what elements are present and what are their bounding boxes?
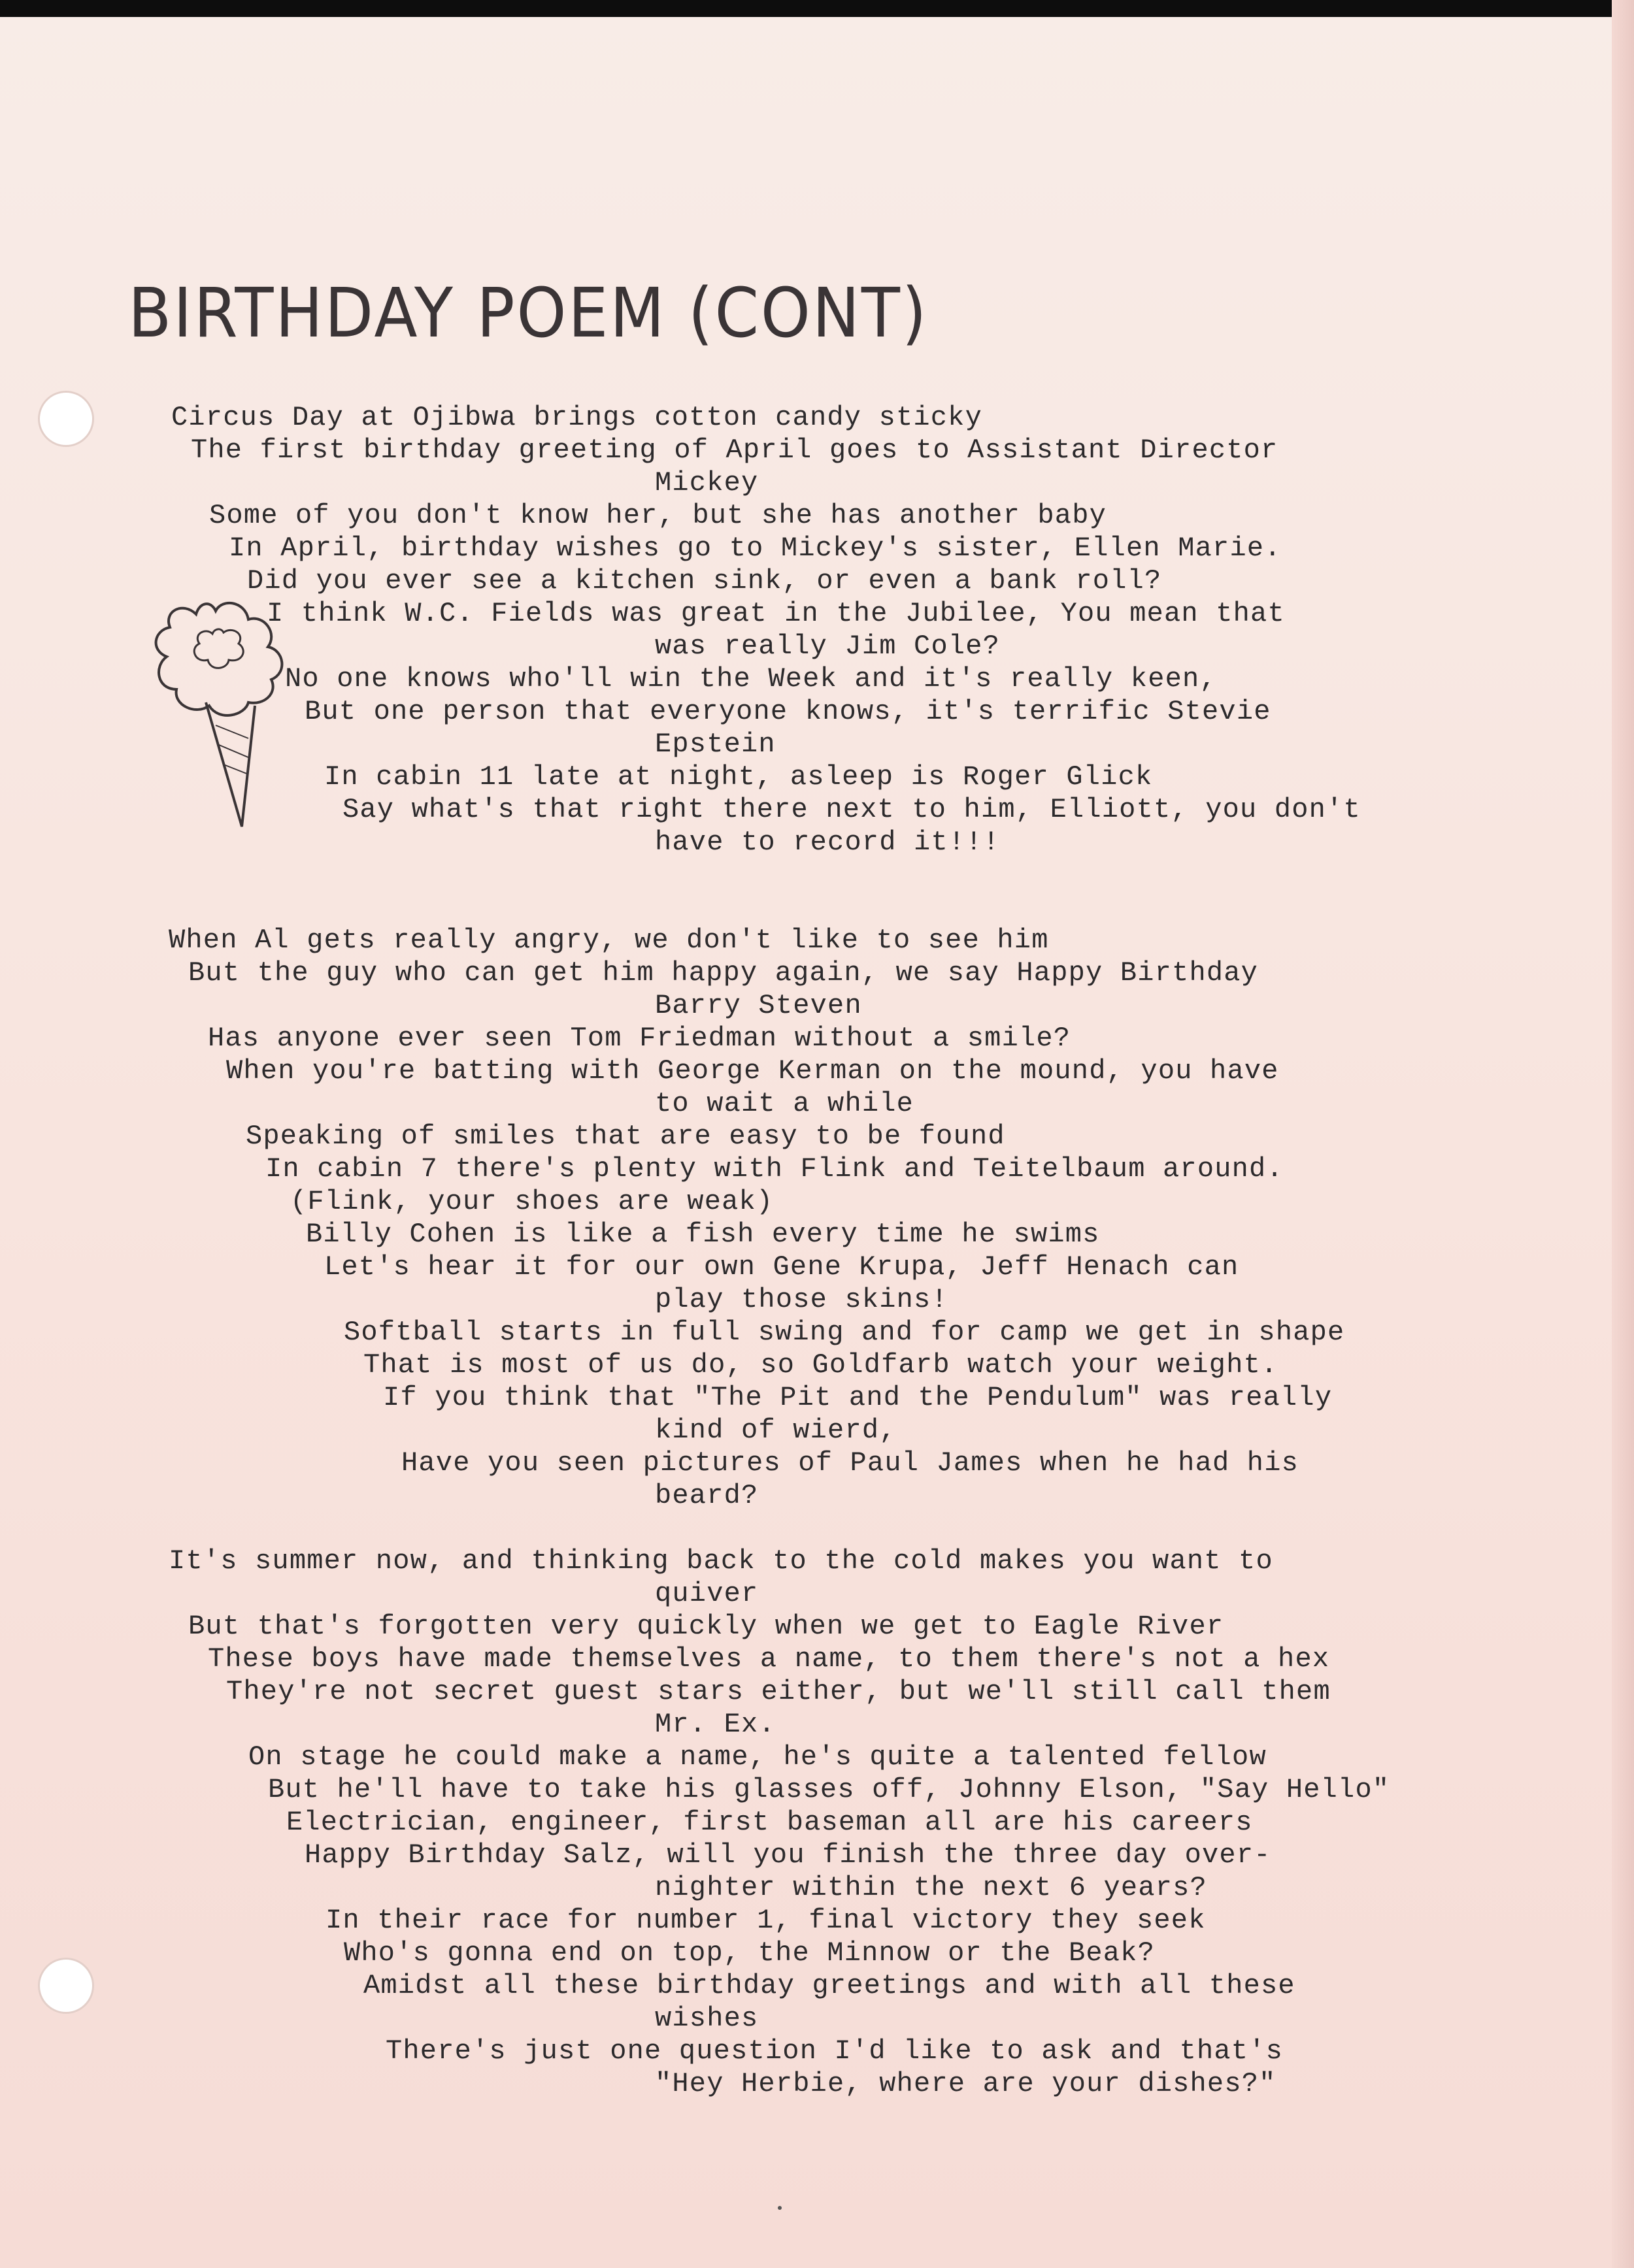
poem-line: Circus Day at Ojibwa brings cotton candy sticky [171,402,982,433]
scan-top-edge [0,0,1634,17]
poem-line: Mickey [655,467,759,499]
poem-line: kind of wierd, [655,1415,897,1446]
poem-line: In cabin 7 there's plenty with Flink and Teitelbaum around. [265,1153,1284,1185]
punch-hole-bottom [38,1958,94,2014]
poem-line: On stage he could make a name, he's quite a talented fellow [248,1741,1267,1773]
poem-line: play those skins! [655,1284,948,1315]
poem-line: to wait a while [655,1088,914,1119]
poem-line: I think W.C. Fields was great in the Jubilee, You mean that [267,598,1285,629]
poem-line: Has anyone ever seen Tom Friedman without a smile? [208,1023,1071,1054]
poem-line: Epstein [655,729,776,760]
poem-line: Some of you don't know her, but she has another baby [209,500,1107,531]
poem-line: (Flink, your shoes are weak) [290,1186,774,1217]
poem-line: That is most of us do, so Goldfarb watch your weight. [363,1349,1278,1381]
scan-right-edge [1612,0,1634,2268]
poem-line: Did you ever see a kitchen sink, or even a bank roll? [247,565,1162,597]
poem-line: Say what's that right there next to him, Elliott, you don't [342,794,1361,825]
poem-line: nighter within the next 6 years? [655,1872,1207,1903]
poem-line: wishes [655,2003,759,2034]
poem-line: Softball starts in full swing and for camp we get in shape [344,1317,1345,1348]
poem-line: When Al gets really angry, we don't like to see him [169,925,1049,956]
poem-line: Billy Cohen is like a fish every time he swims [306,1219,1100,1250]
poem-line: quiver [655,1578,759,1609]
poem-line: They're not secret guest stars either, but we'll still call them [226,1676,1331,1707]
poem-line: These boys have made themselves a name, to them there's not a hex [208,1643,1330,1675]
poem-line: Who's gonna end on top, the Minnow or the Beak? [344,1937,1155,1969]
poem-line: Electrician, engineer, first baseman all are his careers [286,1807,1253,1838]
poem-line: Have you seen pictures of Paul James when he had his [401,1447,1299,1479]
poem-line: If you think that "The Pit and the Pendulum" was really [383,1382,1333,1413]
paper-speck [778,2206,782,2210]
poem-line: have to record it!!! [655,827,1001,858]
poem-line: But one person that everyone knows, it's terrific Stevie [305,696,1271,727]
poem-line: When you're batting with George Kerman on the mound, you have [226,1055,1279,1087]
poem-line: In their race for number 1, final victory they seek [325,1905,1206,1936]
punch-hole-top [38,391,94,447]
poem-line: In April, birthday wishes go to Mickey's sister, Ellen Marie. [229,533,1282,564]
poem-line: Speaking of smiles that are easy to be found [246,1121,1005,1152]
poem-line: Let's hear it for our own Gene Krupa, Jeff Henach can [324,1251,1239,1283]
poem-line: But he'll have to take his glasses off, Johnny Elson, "Say Hello" [268,1774,1390,1805]
poem-line: It's summer now, and thinking back to the cold makes you want to [169,1545,1273,1577]
poem-line: Barry Steven [655,990,862,1021]
poem-line: beard? [655,1480,759,1511]
poem-line: The first birthday greeting of April goes to Assistant Director [191,435,1278,466]
poem-line: Happy Birthday Salz, will you finish the three day over- [305,1839,1271,1871]
poem-line: No one knows who'll win the Week and it's really keen, [285,663,1217,695]
poem-line: "Hey Herbie, where are your dishes?" [655,2068,1276,2099]
poem-line: In cabin 11 late at night, asleep is Roger Glick [324,761,1153,793]
poem-line: was really Jim Cole? [655,631,1001,662]
page-title: BIRTHDAY POEM (CONT) [128,273,929,353]
poem-line: Amidst all these birthday greetings and with all these [363,1970,1295,2001]
poem-line: Mr. Ex. [655,1709,776,1740]
poem-line: But that's forgotten very quickly when we get to Eagle River [188,1611,1224,1642]
poem-line: There's just one question I'd like to ask and that's [386,2035,1284,2067]
poem-line: But the guy who can get him happy again, we say Happy Birthday [188,957,1259,989]
